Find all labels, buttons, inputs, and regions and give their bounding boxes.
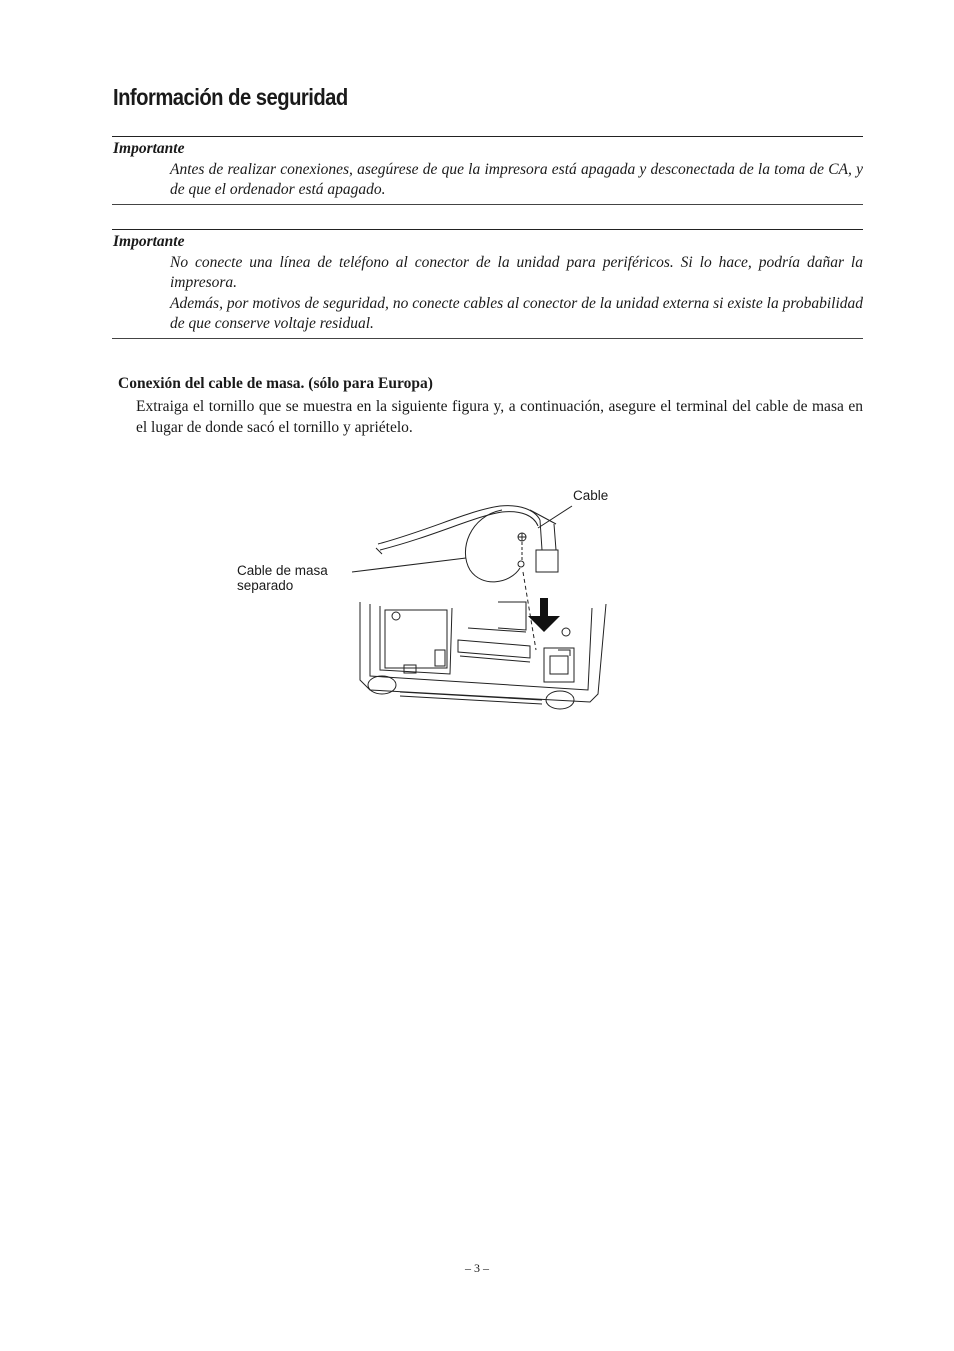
note-paragraph: No conecte una línea de teléfono al conector de la unidad para periféricos. Si lo hace, podría dañar la impresora.	[170, 253, 863, 291]
printer-illustration	[230, 480, 630, 720]
note-bottom-rule	[112, 338, 863, 339]
down-arrow-icon	[528, 598, 560, 632]
page-number: – 3 –	[465, 1261, 489, 1275]
note-paragraph: Además, por motivos de seguridad, no conecte cables al conector de la unidad externa si existe la probabilidad de que conserve voltaje residual.	[170, 294, 863, 332]
ground-cable-callout-line2: separado	[237, 578, 294, 593]
note-label: Importante	[113, 140, 185, 157]
ground-cable-callout-line1: Cable de masa	[237, 563, 328, 578]
note-paragraph: Antes de realizar conexiones, asegúrese de que la impresora está apagada y desconectada de la toma de CA, y de que el ordenador está apagado.	[170, 160, 863, 198]
section-body: Extraiga el tornillo que se muestra en la siguiente figura y, a continuación, asegure el terminal del cable de masa en el lugar de donde sacó el tornillo y apriételo.	[136, 398, 863, 436]
page-title: Información de seguridad	[113, 84, 348, 110]
section-heading: Conexión del cable de masa. (sólo para Europa)	[118, 375, 433, 392]
cable-callout: Cable	[573, 488, 609, 503]
note-label: Importante	[113, 233, 185, 250]
note-bottom-rule	[112, 204, 863, 205]
note-body	[112, 253, 863, 338]
note-top-rule	[112, 229, 863, 230]
important-note-2	[112, 229, 863, 339]
note-body	[112, 160, 863, 204]
note-top-rule	[112, 136, 863, 137]
ground-cable-figure	[230, 480, 630, 720]
important-note-1	[112, 136, 863, 205]
